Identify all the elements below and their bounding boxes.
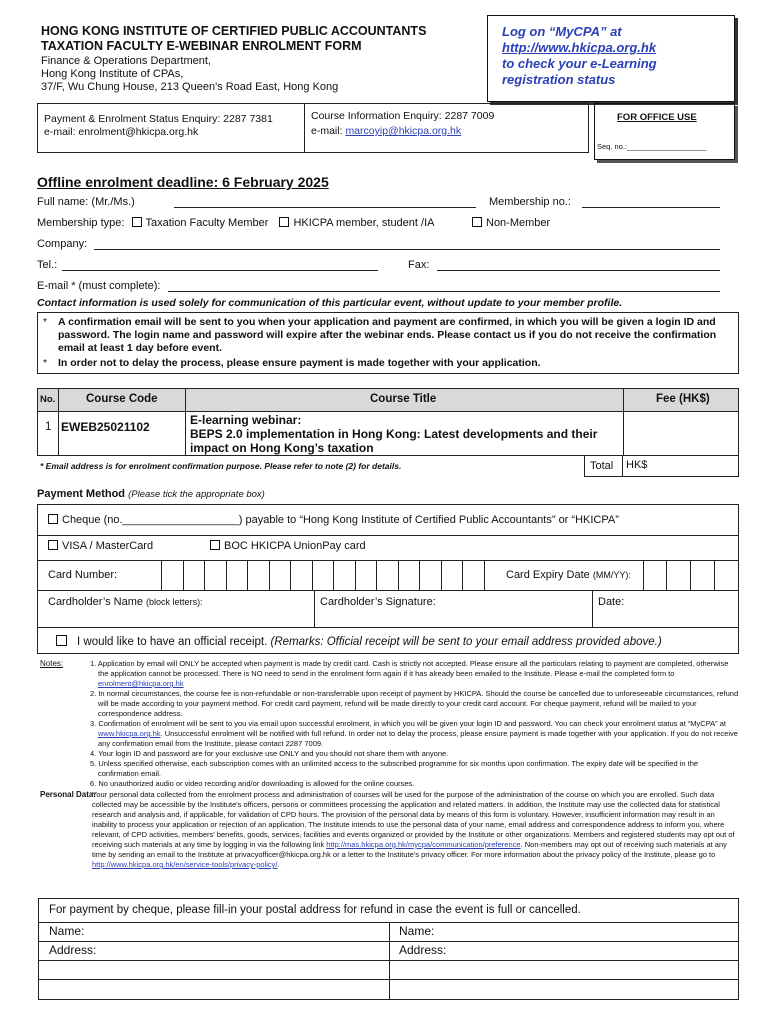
receipt-checkbox[interactable]: [56, 635, 67, 646]
non-member-checkbox[interactable]: [472, 217, 482, 227]
mycpa-link[interactable]: http://www.hkicpa.org.hk: [502, 40, 657, 55]
company-field[interactable]: [94, 249, 720, 250]
card-expiry-field[interactable]: [644, 561, 737, 589]
cardholder-name-field[interactable]: Cardholder’s Name (block letters):: [48, 596, 203, 608]
card-digit-cell[interactable]: [441, 560, 463, 590]
card-digit-cell[interactable]: [183, 560, 205, 590]
visa-checkbox[interactable]: [48, 540, 58, 550]
enrolment-email[interactable]: e-mail: enrolment@hkicpa.org.hk: [44, 126, 199, 138]
tel-field[interactable]: [62, 270, 378, 271]
card-digit-cell[interactable]: [484, 560, 506, 590]
total-field[interactable]: HK$: [622, 455, 739, 477]
mycpa-box: Log on “MyCPA” at http://www.hkicpa.org.hk to check your e-Learning registration status: [487, 15, 735, 102]
course-table: No. Course Code Course Title Fee (HK$) 1 EWEB25021102 E-learning webinar: BEPS 2.0 implementation in Hong Kong: Latest developments and their impact on Hong Kong’s taxation: [37, 388, 739, 456]
refund-address-field-2[interactable]: Address:: [399, 943, 447, 957]
course-code: EWEB25021102: [61, 420, 150, 434]
course-enquiry-box: Course Information Enquiry: 2287 7009 e-mail: marcoyip@hkicpa.org.hk: [304, 103, 589, 153]
card-digit-cell[interactable]: [226, 560, 248, 590]
email-field[interactable]: [168, 291, 720, 292]
card-digit-cell[interactable]: [312, 560, 334, 590]
date-field[interactable]: Date:: [598, 596, 625, 608]
card-digit-cell[interactable]: [398, 560, 420, 590]
cheque-checkbox[interactable]: [48, 514, 58, 524]
hkicpa-member-checkbox[interactable]: [279, 217, 289, 227]
deadline: Offline enrolment deadline: 6 February 2025: [37, 174, 329, 190]
course-title: E-learning webinar: BEPS 2.0 implementation in Hong Kong: Latest developments and their impact on Hong Kong’s taxation: [190, 413, 598, 455]
notes-label: Notes:: [40, 659, 64, 668]
department-address: Finance & Operations Department, Hong Kong Institute of CPAs, 37/F, Wu Chung House, 213 Queen's Road East, Hong Kong: [41, 55, 339, 93]
enrolment-email-link[interactable]: enrolment@hkicpa.org.hk: [98, 679, 184, 688]
card-digit-cell[interactable]: [462, 560, 484, 590]
card-digit-cell[interactable]: [290, 560, 312, 590]
table-note: * Email address is for enrolment confirmation purpose. Please refer to note (2) for details.: [40, 461, 402, 471]
notes-list: 1. Application by email will ONLY be accepted when payment is made by credit card. Cash is strictly not accepted. Please ensure all the particulars relating to payment are completed, otherwise the application cannot be processed. There is NO need to send in the enrolment form again if it has already been emailed to the Institute. Please e-mail the completed form to enrolment@hkicpa.org.hk 2. In normal circumstances, the course fee is non-refundable or non-transferrable upon receipt of payment by HKICPA. Should the course be cancelled due to unforeseeable circumstances, refund will be made according to your payment method. For credit card payment, refund will be made directly to your credit card account. For cheque payment, refund will be mailed to your correspondence address. 3. Confirmation of enrolment will be sent to you via email upon successful enrolment, in which you will be given your login ID and password. You can check your enrolment status at “MyCPA” at www.hkicpa.org.hk. Unsuccessful enrolment will be notified with full refund. In order not to delay the process, please ensure payment is made together with your application. If you do not receive any confirmation email from the Institute, please contact 2287 7009. 4. Your login ID and password are for your exclusive use ONLY and you should not share them with anyone. 5. Unless specified otherwise, each subscription comes with an unlimited access to the subscribed programme for six months upon confirmation. The expiry date will be specified in the confirmation email. 6. No unauthorized audio or video recording and/or downloading is allowed for the online courses.: [90, 659, 739, 788]
confirmation-box: * A confirmation email will be sent to you when your application and payment are confirmed, in which you will be given a login ID and password. The login name and password will expire after the webinar ends. Please contact us if you do not receive the confirmation email at least 1 day before event. * In order not to delay the process, please ensure payment is made together with your application.: [37, 312, 739, 374]
unionpay-checkbox[interactable]: [210, 540, 220, 550]
personal-data-text: Your personal data collected from the enrolment process and administration of courses will be used for the purpose of the administration of the course on which you are enrolled. Such data collected may be accessible by the Institute's officers, persons or committees processing the application and related matters. In addition, the Institute may use the collected data for statistical research and analysis and, if applicable, for validation of CPD hours. The provision of the personal data by means of this form is voluntary. However, insufficient information may result in an inability to process your application or rejection of an application. The Institute intends to use the personal data of your name, email address and correspondence address to inform you, where relevant, of CPD activities, members' benefits, goods, services, facilities and events organized or provided by the Institute or other organizations. Members and registered students may opt out of receiving such materials at any time by logging in via the following link http://mas.hkicpa.org.hk/mycpa/communication/preference. Non-members may opt out of receiving such materials at any time by sending an email to the Institute at privacyofficer@hkicpa.org.hk or a letter to the Institute's privacy officer. For more information about the privacy policy of the Institute, please go to http://www.hkicpa.org.hk/en/service-tools/privacy-policy/.: [92, 790, 735, 869]
preference-link[interactable]: http://mas.hkicpa.org.hk/mycpa/communication/preference: [326, 840, 521, 849]
card-digit-cell[interactable]: [333, 560, 355, 590]
privacy-policy-link[interactable]: http://www.hkicpa.org.hk/en/service-tools/privacy-policy/: [92, 860, 278, 869]
membership-type: Membership type: Taxation Faculty Member HKICPA member, student /IA: [37, 217, 435, 229]
personal-data-label: Personal Data:: [40, 790, 97, 799]
card-digit-cell[interactable]: [204, 560, 226, 590]
office-use-box: FOR OFFICE USE Seq. no.:___________________: [594, 103, 735, 160]
taxation-member-checkbox[interactable]: [132, 217, 142, 227]
refund-address-table: [38, 898, 739, 1000]
card-digit-cell[interactable]: [355, 560, 377, 590]
refund-name-field-2[interactable]: Name:: [399, 924, 435, 938]
course-email-link[interactable]: marcoyip@hkicpa.org.hk: [345, 125, 462, 137]
card-digit-cell[interactable]: [247, 560, 269, 590]
payment-box: Cheque (no.___________________) payable to “Hong Kong Institute of Certified Public Accountants” or “HKICPA” VISA / MasterCard BOC HKICPA UnionPay card Card Number: Card Expiry Date (MM/YY): Cardholder’s Name (block letters): Cardholder’s Signature: Date: I would like to have an official receipt. (Remarks: Official receipt will be sent to your email address provided above.): [37, 504, 739, 654]
fax-field[interactable]: [437, 270, 720, 271]
cardholder-signature-field[interactable]: Cardholder’s Signature:: [320, 596, 436, 608]
card-digit-cell[interactable]: [419, 560, 441, 590]
refund-name-field-1[interactable]: Name:: [49, 924, 85, 938]
refund-address-field-1[interactable]: Address:: [49, 943, 97, 957]
card-digit-cell[interactable]: [269, 560, 291, 590]
card-digit-cell[interactable]: [161, 560, 183, 590]
mycpa-text: Log on “MyCPA” at: [502, 24, 622, 39]
payment-enquiry-box: Payment & Enrolment Status Enquiry: 2287 7381 e-mail: enrolment@hkicpa.org.hk: [37, 103, 305, 153]
hkicpa-link[interactable]: www.hkicpa.org.hk: [98, 729, 161, 738]
card-digit-cell[interactable]: [376, 560, 398, 590]
total-label: Total: [590, 460, 614, 472]
course-no: 1: [45, 421, 52, 433]
payment-heading: Payment Method (Please tick the appropriate box): [37, 488, 265, 500]
membership-no-field[interactable]: [582, 207, 720, 208]
contact-note: Contact information is used solely for communication of this particular event, without update to your member profile.: [37, 297, 623, 309]
form-title: HONG KONG INSTITUTE OF CERTIFIED PUBLIC ACCOUNTANTS TAXATION FACULTY E-WEBINAR ENROLMENT FORM: [41, 24, 427, 53]
full-name-field[interactable]: [174, 207, 476, 208]
refund-heading: For payment by cheque, please fill-in your postal address for refund in case the event is full or cancelled.: [49, 904, 581, 916]
